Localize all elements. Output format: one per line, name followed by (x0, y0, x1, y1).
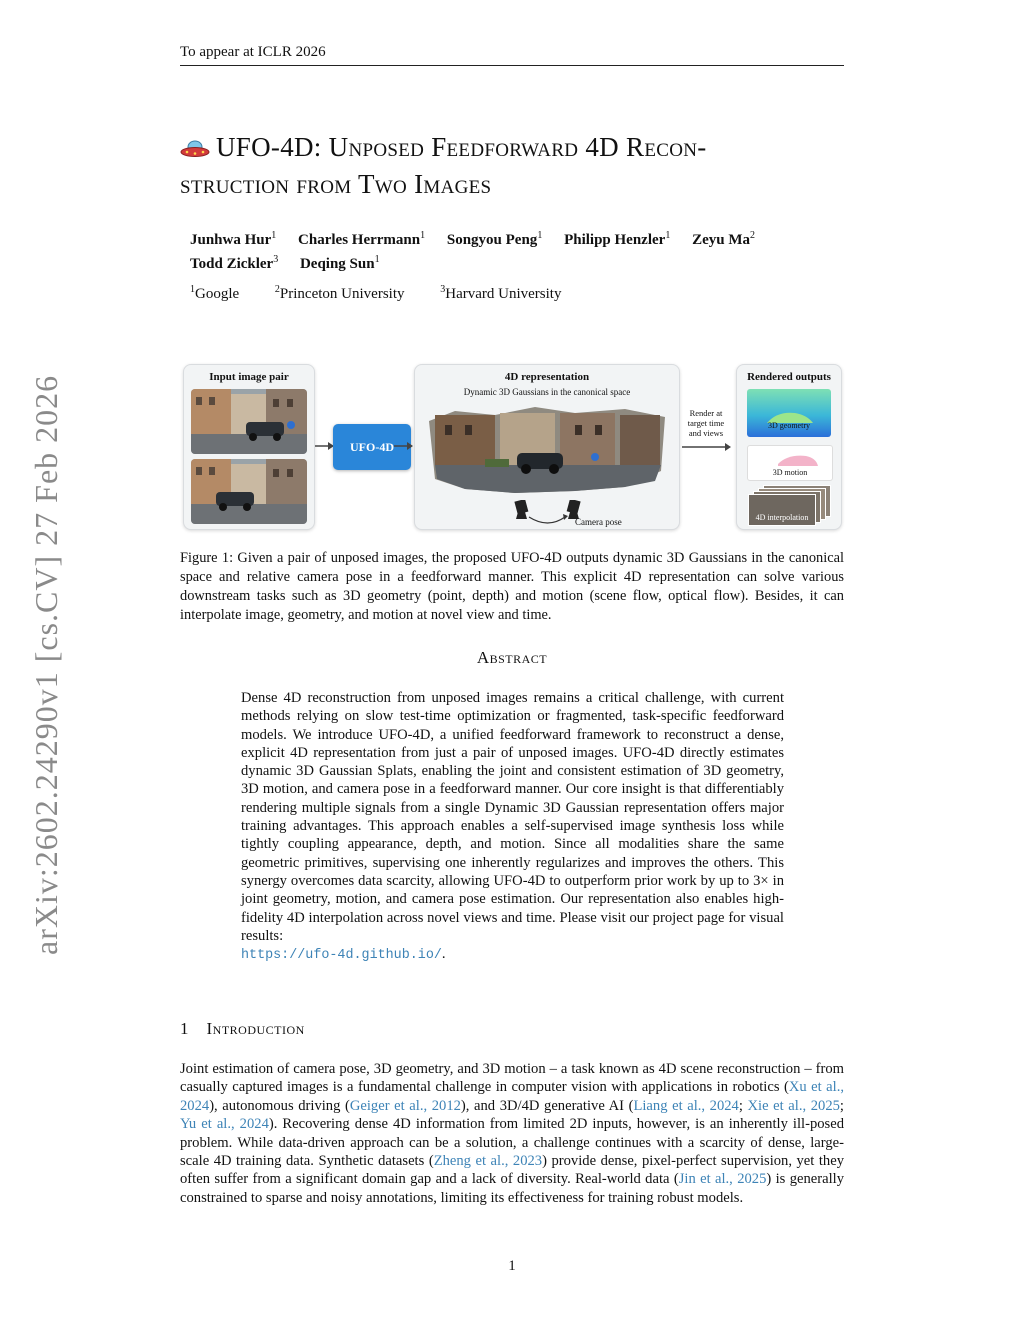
title-part1: UFO-4D: (216, 132, 329, 162)
motion-output (747, 445, 833, 481)
page-number: 1 (508, 1258, 516, 1274)
interpolation-stack (747, 485, 831, 525)
running-head: To appear at ICLR 2026 (180, 44, 326, 60)
input-image-1 (191, 389, 307, 454)
abstract-body: Dense 4D reconstruction from unposed images remains a critical challenge, with current methods relying on slow test-time optimization or fragmented, task-specific feedforward models. We introduce UFO-4D, a unified feedforward framework to reconstruct a dense, explicit 4D representation from just a pair of unposed images. UFO-4D directly estimates dynamic 3D Gaussian Splats, enabling the joint and consistent estimation of 3D geometry, 3D motion, and camera pose in a feedforward manner. Our core insight is that differentiably rendering multiple signals from a single Dynamic 3D Gaussian representation offers major training advantages. This approach enables a self-supervised image synthesis loss while tightly coupling appearance, depth, and motion. Since all modalities share the same geometric primitives, supervising one inherently regularizes and improves the others. This synergy overcomes data scarcity, allowing UFO-4D to outperform prior work by up to 3× in joint geometry, motion, and camera pose estimation. Our representation also enables high-fidelity 4D interpolation across novel views and time. Please visit our project page for visual results: https://ufo-4d.github.io/. (241, 690, 784, 964)
author: Philipp Henzler$^1$ (564, 230, 671, 248)
citation-link[interactable]: Liang et al., 2024 (633, 1097, 739, 1114)
author: Charles Herrmann$^1$ (298, 230, 426, 248)
motion-label: 3D motion (772, 468, 808, 477)
geometry-output (747, 389, 831, 437)
intro-paragraph: Joint estimation of camera pose, 3D geometry, and 3D motion – a task known as 4D scene reconstruction – from casually captured images is a fundamental challenge in computer vision with applications in robotics (Xu et al., 2024), autonomous driving (Geiger et al., 2012), and 3D/4D generative AI (Liang et al., 2024; Xie et al., 2025; Yu et al., 2024). Recovering dense 4D information from limited 2D inputs, however, is an inherently ill-posed problem. While data-driven approach can be a solution, a challenge continues with a scarcity of dense, large-scale 4D training data. Synthetic datasets (Zheng et al., 2023) provide dense, pixel-perfect supervision, yet they often suffer from a significant domain gap and a lack of diversity. Real-world data (Jin et al., 2025) is generally constrained to sparse and noisy annotations, limiting its effectiveness for training robust models. (180, 1061, 844, 1206)
input-image-2 (191, 459, 307, 524)
author-list (190, 226, 850, 274)
title-part2: Unposed Feedforward 4D Recon- (328, 132, 707, 162)
camera-pose-label: Camera pose (575, 517, 622, 527)
affiliation: $^1$Google (190, 284, 240, 302)
interpolation-label: 4D interpolation (755, 513, 809, 522)
author: Zeyu Ma$^2$ (692, 230, 755, 248)
author: Deqing Sun$^1$ (299, 254, 380, 272)
section-heading: 1 Introduction (180, 1019, 305, 1038)
ufo4d-label: UFO-4D (350, 439, 394, 454)
rep-panel-title: 4D representation (504, 371, 590, 383)
outputs-panel-title: Rendered outputs (747, 371, 831, 383)
author: Junhwa Hur$^1$ (190, 230, 277, 248)
arrow-icon (315, 440, 335, 452)
outputs-panel (736, 364, 842, 530)
input-panel (183, 364, 315, 530)
render-arrow-icon (682, 441, 732, 453)
arrow-icon (394, 440, 414, 452)
affiliations (190, 284, 593, 303)
citation-link[interactable]: Yu et al., 2024 (180, 1116, 269, 1133)
figure-1 (180, 360, 844, 535)
paper-title (180, 130, 850, 201)
citation-link[interactable]: Geiger et al., 2012 (349, 1097, 461, 1114)
author: Songyou Peng$^1$ (446, 230, 543, 248)
header-rule (180, 65, 844, 66)
representation-panel (414, 364, 680, 530)
arxiv-stamp: arXiv:2602.24290v1 [cs.CV] 27 Feb 2026 (28, 374, 64, 955)
author: Todd Zickler$^3$ (190, 254, 279, 272)
input-panel-title: Input image pair (209, 371, 289, 383)
citation-link[interactable]: Xu et al., 2024 (180, 1079, 844, 1114)
geometry-label: 3D geometry (768, 421, 810, 430)
render-label: Render at target time and views (687, 408, 725, 438)
abstract-heading: Abstract (476, 648, 548, 667)
project-link[interactable]: https://ufo-4d.github.io/ (241, 948, 442, 964)
affiliation: $^3$Harvard University (440, 284, 562, 302)
citation-link[interactable]: Zheng et al., 2023 (433, 1153, 543, 1170)
camera-motion-arrow-icon (527, 513, 569, 527)
affiliation: $^2$Princeton University (274, 284, 405, 302)
gaussian-scene (425, 401, 669, 496)
title-part3: struction from Two Images (180, 169, 492, 199)
citation-link[interactable]: Jin et al., 2025 (678, 1171, 767, 1188)
rep-panel-subtitle: Dynamic 3D Gaussians in the canonical space (463, 387, 631, 397)
figure-caption: Figure 1: Given a pair of unposed images, the proposed UFO-4D outputs dynamic 3D Gaussians in the canonical space and relative camera pose in a feedforward manner. This explicit 4D representation can solve various downstream tasks such as 3D geometry (point, depth) and motion (scene flow, optical flow). Besides, it can interpolate image, geometry, and motion at novel view and time. (180, 550, 844, 623)
ufo-icon (180, 133, 210, 167)
citation-link[interactable]: Xie et al., 2025 (747, 1097, 840, 1114)
